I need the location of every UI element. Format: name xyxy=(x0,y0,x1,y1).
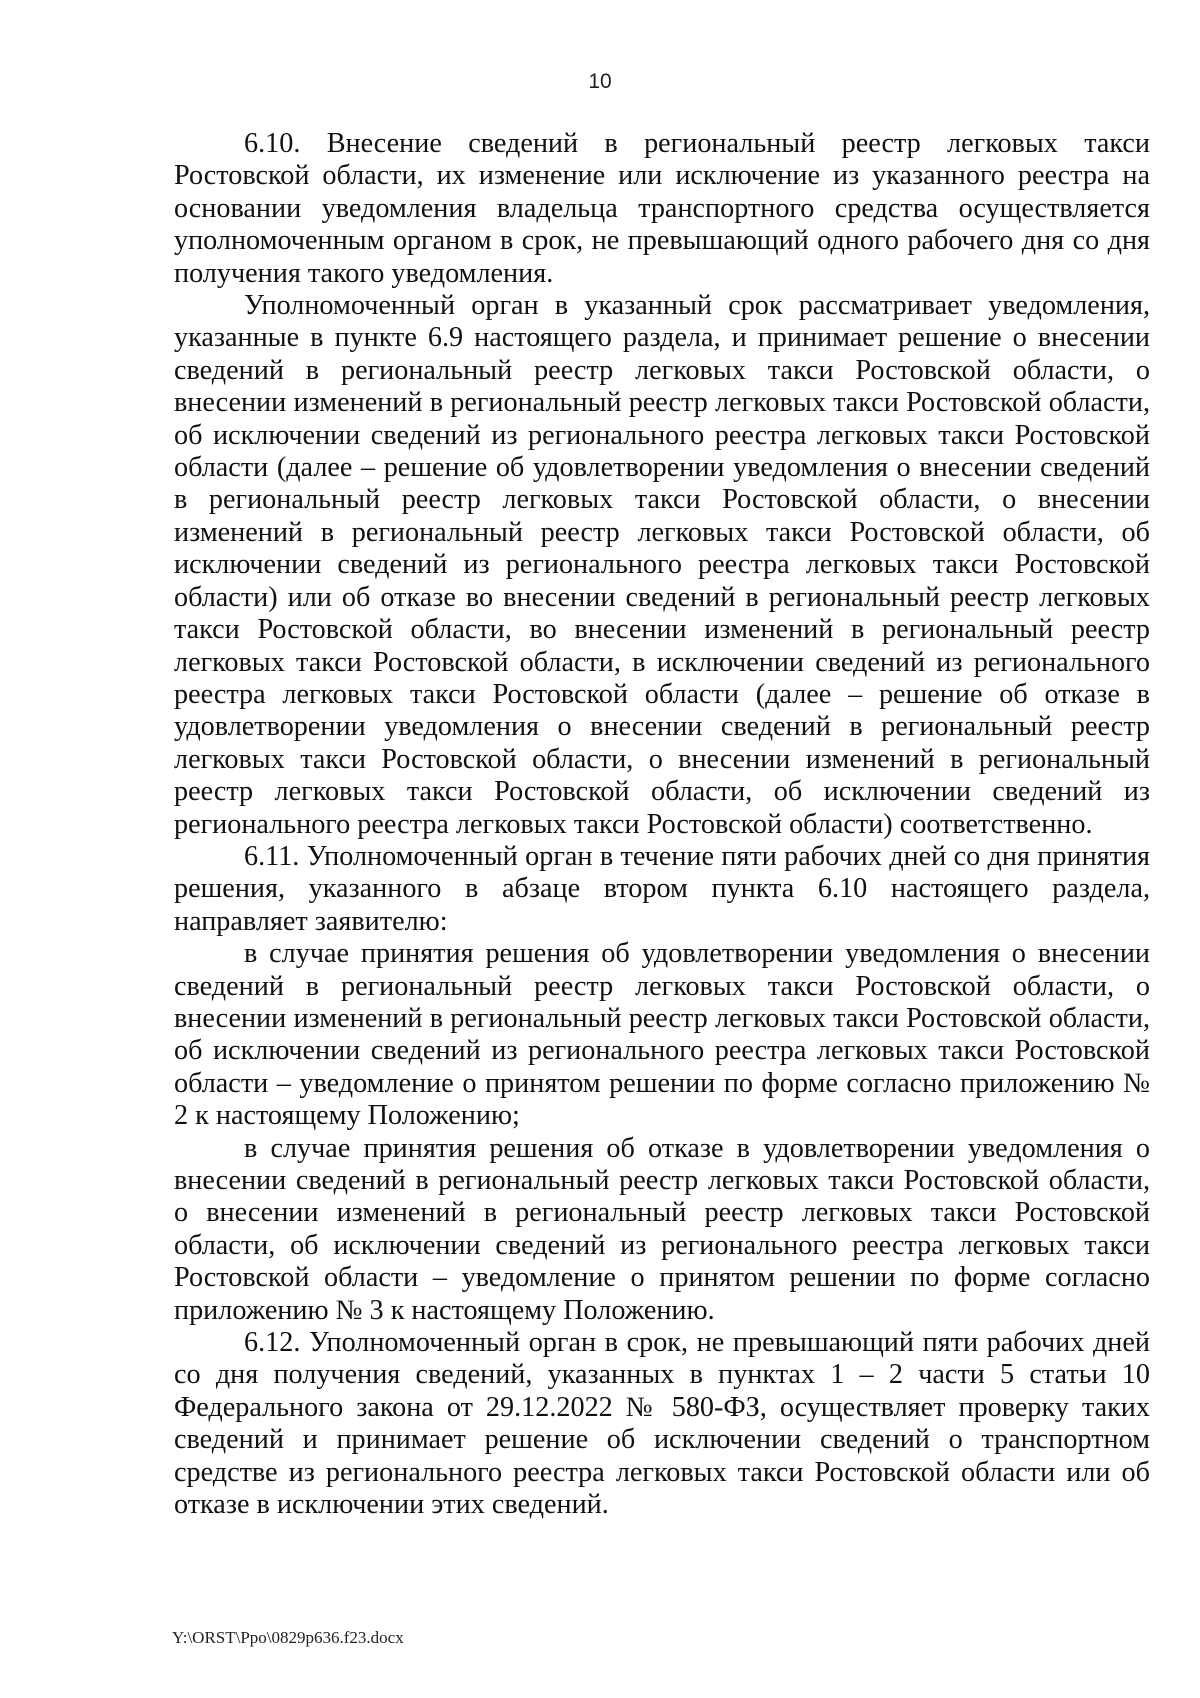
footer-file-path: Y:\ORST\Ppo\0829p636.f23.docx xyxy=(172,1628,404,1647)
page-number: 10 xyxy=(588,70,612,93)
paragraph-6-10-decision: Уполномоченный орган в указанный срок рассматривает уведомления, указанные в пункте 6.9 настоящего раздела, и принимает решение о внесении сведений в региональный реестр легковых такси Ростовской области, о внесении изменений в региональный реестр легковых такси Ростовской области, об исключении сведений из регионального реестра легковых такси Ростовской области (далее – решение об удовлетворении уведомления о внесении сведений в региональный реестр легковых такси Ростовской области, о внесении изменений в региональный реестр легковых такси Ростовской области, об исключении сведений из регионального реестра легковых такси Ростовской области) или об отказе во внесении сведений в региональный реестр легковых такси Ростовской области, во внесении изменений в региональный реестр легковых такси Ростовской области, в исключении сведений из регионального реестра легковых такси Ростовской области (далее – решение об отказе в удовлетворении уведомления о внесении сведений в региональный реестр легковых такси Ростовской области, о внесении изменений в региональный реестр легковых такси Ростовской области, об исключении сведений из регионального реестра легковых такси Ростовской области) соответственно. xyxy=(174,290,1150,840)
document-body xyxy=(174,128,1150,1521)
paragraph-6-11-approval-case: в случае принятия решения об удовлетворении уведомления о внесении сведений в региональный реестр легковых такси Ростовской области, о внесении изменений в региональный реестр легковых такси Ростовской области, об исключении сведений из регионального реестра легковых такси Ростовской области – уведомление о принятом решении по форме согласно приложению № 2 к настоящему Положению; xyxy=(174,938,1150,1132)
paragraph-6-11-refusal-case: в случае принятия решения об отказе в удовлетворении уведомления о внесении сведений в региональный реестр легковых такси Ростовской области, о внесении изменений в региональный реестр легковых такси Ростовской области, об исключении сведений из регионального реестра легковых такси Ростовской области – уведомление о принятом решении по форме согласно приложению № 3 к настоящему Положению. xyxy=(174,1132,1150,1326)
paragraph-6-12: 6.12. Уполномоченный орган в срок, не превышающий пяти рабочих дней со дня получения сведений, указанных в пунктах 1 – 2 части 5 статьи 10 Федерального закона от 29.12.2022 № 580-ФЗ, осуществляет проверку таких сведений и принимает решение об исключении сведений о транспортном средстве из регионального реестра легковых такси Ростовской области или об отказе в исключении этих сведений. xyxy=(174,1327,1150,1521)
paragraph-6-11: 6.11. Уполномоченный орган в течение пяти рабочих дней со дня принятия решения, указанного в абзаце втором пункта 6.10 настоящего раздела, направляет заявителю: xyxy=(174,840,1150,937)
paragraph-6-10: 6.10. Внесение сведений в региональный реестр легковых такси Ростовской области, их изменение или исключение из указанного реестра на основании уведомления владельца транспортного средства осуществляется уполномоченным органом в срок, не превышающий одного рабочего дня со дня получения такого уведомления. xyxy=(174,128,1150,289)
